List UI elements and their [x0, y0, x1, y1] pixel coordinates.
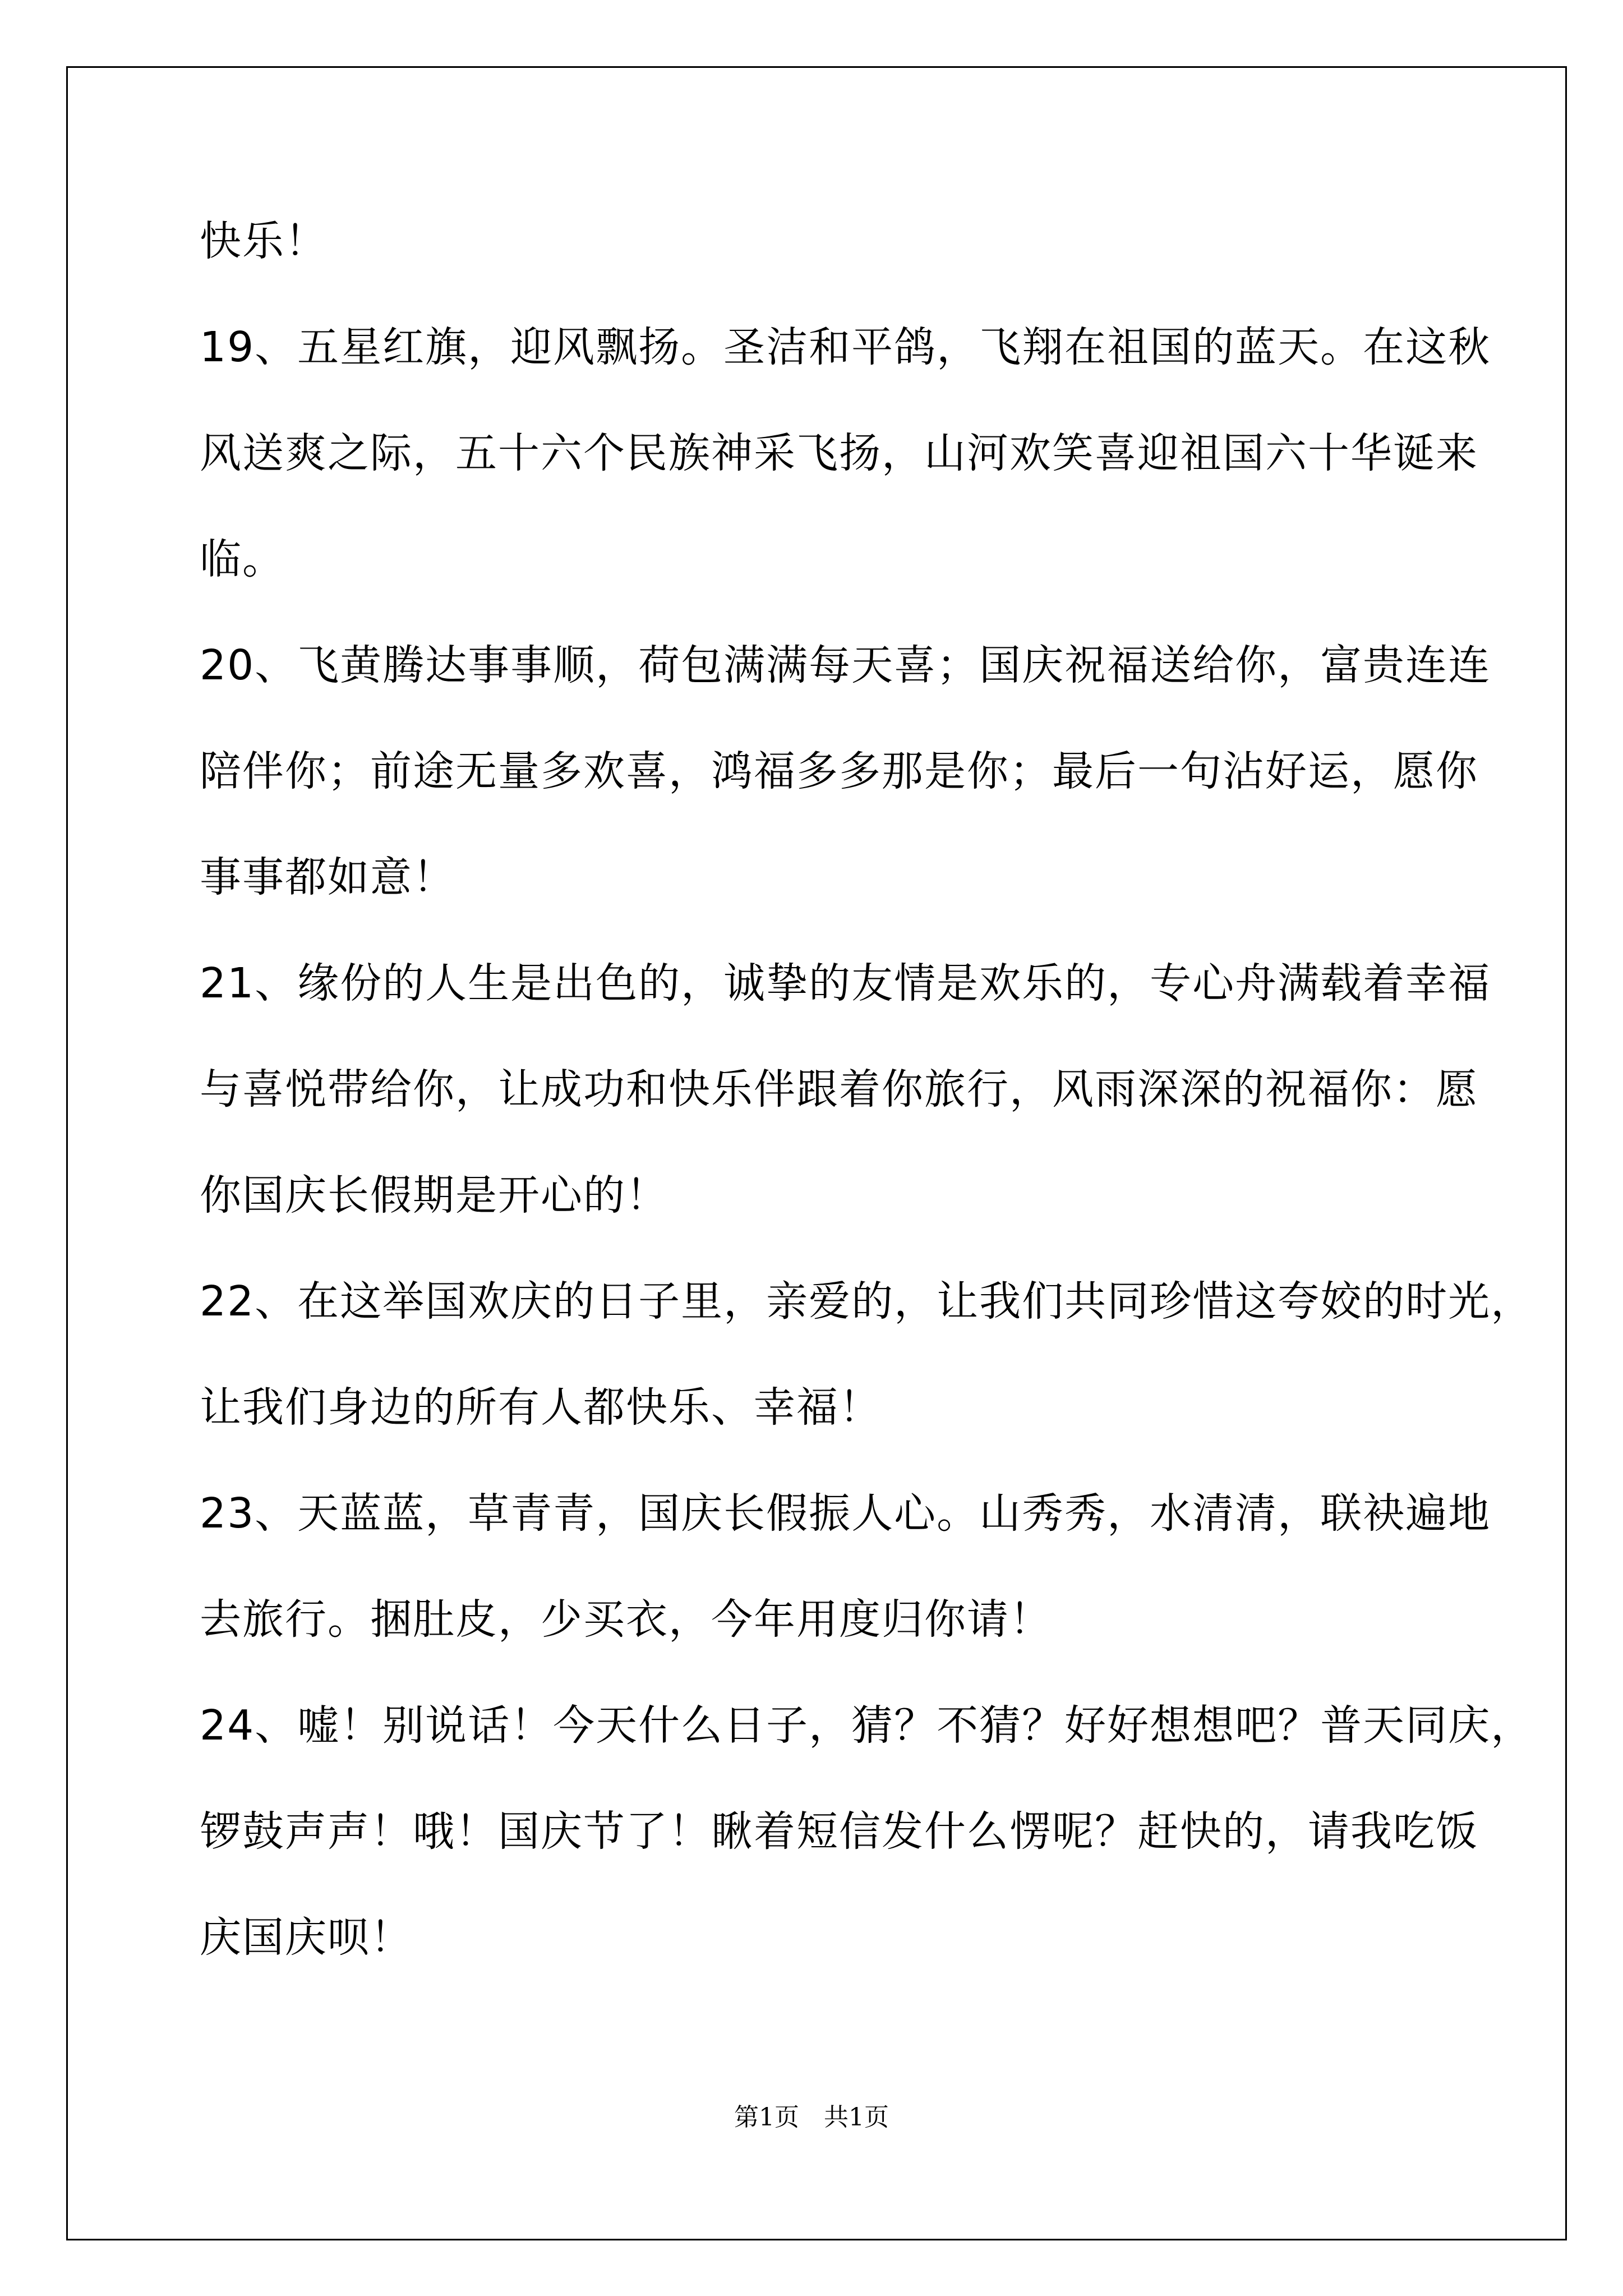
text-line: 24、嘘！别说话！今天什么日子，猜？不猜？好好想想吧？普天同庆，	[200, 1701, 1534, 1750]
text-line: 事事都如意！	[200, 853, 455, 901]
text-line: 让我们身边的所有人都快乐、幸福！	[200, 1383, 882, 1432]
page-footer: 第1页 共1页	[734, 2103, 889, 2132]
text-line: 陪伴你；前途无量多欢喜，鸿福多多那是你；最后一句沾好运，愿你	[200, 747, 1478, 795]
text-line: 风送爽之际，五十六个民族神采飞扬，山河欢笑喜迎祖国六十华诞来	[200, 429, 1478, 477]
text-line: 临。	[200, 535, 285, 583]
text-line: 庆国庆呗！	[200, 1913, 413, 1962]
text-line: 你国庆长假期是开心的！	[200, 1171, 668, 1220]
text-line: 21、缘份的人生是出色的，诚挚的友情是欢乐的，专心舟满载着幸福	[200, 959, 1491, 1007]
text-line: 22、在这举国欢庆的日子里，亲爱的，让我们共同珍惜这夸姣的时光，	[200, 1277, 1534, 1326]
text-line: 19、五星红旗，迎风飘扬。圣洁和平鸽，飞翔在祖国的蓝天。在这秋	[200, 323, 1491, 371]
text-line: 20、飞黄腾达事事顺，荷包满满每天喜；国庆祝福送给你，富贵连连	[200, 641, 1491, 689]
text-line: 锣鼓声声！哦！国庆节了！瞅着短信发什么愣呢？赶快的，请我吃饭	[200, 1807, 1478, 1856]
text-line: 快乐！	[200, 217, 328, 265]
text-line: 去旅行。捆肚皮，少买衣，今年用度归你请！	[200, 1595, 1052, 1644]
text-line: 与喜悦带给你，让成功和快乐伴跟着你旅行，风雨深深的祝福你：愿	[200, 1065, 1478, 1114]
text-line: 23、天蓝蓝，草青青，国庆长假振人心。山秀秀，水清清，联袂遍地	[200, 1489, 1491, 1538]
